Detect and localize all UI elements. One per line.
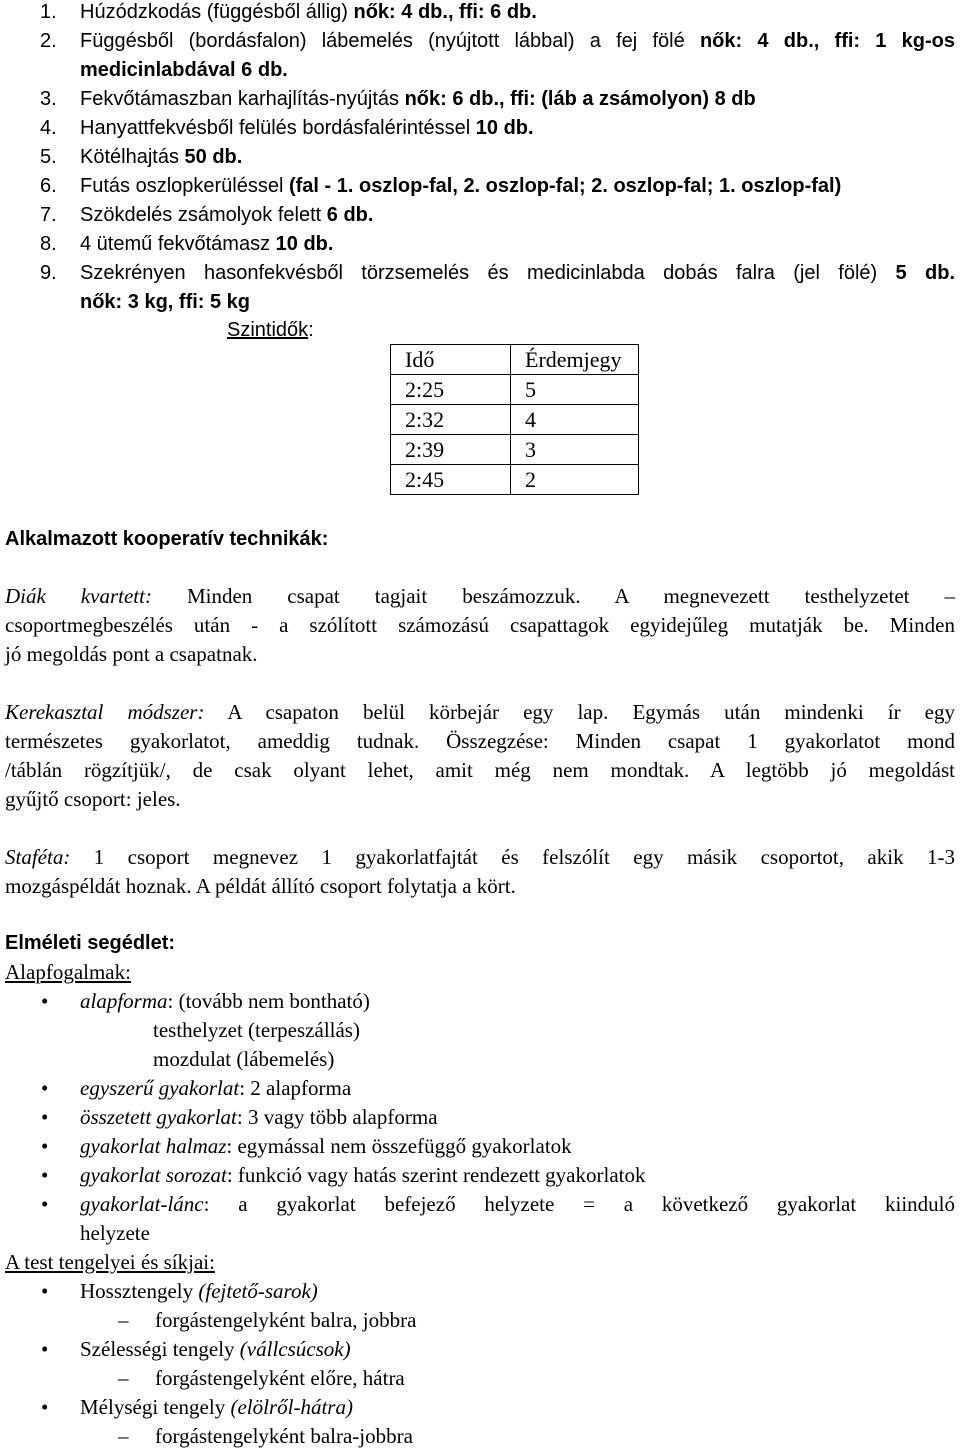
level-times-title: Szintidők: [227, 319, 314, 341]
bullet-icon: • [41, 989, 49, 1013]
table-cell: 2:39 [391, 435, 511, 465]
exercise-item: 8. 4 ütemű fekvőtámasz 10 db. [5, 230, 955, 259]
table-header-row [391, 345, 639, 375]
coop-heading: Alkalmazott kooperatív technikák: [5, 528, 329, 550]
bullet-icon: • [41, 1105, 49, 1129]
exercise-item: 3. Fekvőtámaszban karhajlítás-nyújtás nők: 6 db., ffi: (láb a zsámolyon) 8 db [5, 85, 955, 114]
table-cell: 2:45 [391, 465, 511, 495]
list-item: • gyakorlat sorozat: funkció vagy hatás szerint rendezett gyakorlatok [5, 1161, 955, 1190]
exercise-number: 5. [40, 146, 57, 168]
exercise-number: 2. [40, 30, 57, 52]
dash-icon: – [118, 1308, 129, 1332]
sub-item: – forgástengelyként előre, hátra [5, 1364, 955, 1393]
table-header-cell: Idő [391, 345, 511, 375]
table-row [391, 405, 639, 435]
bullet-icon: • [41, 1337, 49, 1361]
table-cell: 4 [511, 405, 639, 435]
table-cell: 2:25 [391, 375, 511, 405]
sub-item: – forgástengelyként balra, jobbra [5, 1306, 955, 1335]
basics-heading: Alapfogalmak: [5, 960, 131, 984]
axes-heading: A test tengelyei és síkjai: [5, 1250, 215, 1274]
table-row [391, 375, 639, 405]
table-cell: 2 [511, 465, 639, 495]
sub-item: – forgástengelyként balra-jobbra [5, 1422, 955, 1451]
method-name: Staféta: [5, 845, 71, 869]
list-item: • egyszerű gyakorlat: 2 alapforma [5, 1074, 955, 1103]
level-times-table [390, 344, 639, 495]
list-item: • Mélységi tengely (elölről-hátra) [5, 1393, 955, 1422]
list-item: • gyakorlat halmaz: egymással nem összefüggő gyakorlatok [5, 1132, 955, 1161]
exercise-item: 6. Futás oszlopkerüléssel (fal - 1. oszlop-fal, 2. oszlop-fal; 2. oszlop-fal; 1. oszlop-fal) [5, 172, 955, 201]
method-name: Diák kvartett: [5, 584, 152, 608]
exercise-number: 3. [40, 88, 57, 110]
list-item: • gyakorlat-lánc: a gyakorlat befejező helyzete = a következő gyakorlat kiinduló helyzete [41, 1192, 955, 1245]
list-item: • Szélességi tengely (vállcsúcsok) [5, 1335, 955, 1364]
exercise-item: 2. Függésből (bordásfalon) lábemelés (nyújtott lábbal) a fej fölé nők: 4 db., ffi: 1 kg-os medicinlabdával 6 db. [5, 27, 955, 85]
exercise-number: 9. [40, 262, 57, 284]
exercise-number: 4. [40, 117, 57, 139]
table-cell: 3 [511, 435, 639, 465]
list-item: • Hossztengely (fejtető-sarok) [5, 1277, 955, 1306]
bullet-icon: • [41, 1192, 49, 1216]
exercise-list [5, 0, 955, 317]
exercise-item: 7. Szökdelés zsámolyok felett 6 db. [5, 201, 955, 230]
method-paragraph: Diák kvartett: Minden csapat tagjait beszámozzuk. A megnevezett testhelyzetet – csoportmegbeszélés után - a szólított számozású csapattagok egyidejűleg mutatják be. Minden jó megoldás pont a csapatnak. [5, 584, 955, 666]
table-row [391, 435, 639, 465]
method-name: Kerekasztal módszer: [5, 700, 205, 724]
methods-section [5, 582, 955, 901]
table-header-cell: Érdemjegy [511, 345, 639, 375]
method-paragraph: Kerekasztal módszer: A csapaton belül körbejár egy lap. Egymás után mindenki ír egy természetes gyakorlatot, ameddig tudnak. Összegzése: Minden csapat 1 gyakorlatot mond /táblán rögzítjük/, de csak olyant lehet, amit még nem mondtak. A legtöbb jó megoldást gyűjtő csoport: jeles. [5, 700, 956, 811]
dash-icon: – [118, 1366, 129, 1390]
dash-icon: – [118, 1424, 129, 1448]
table-cell: 5 [511, 375, 639, 405]
exercise-item: 5. Kötélhajtás 50 db. [5, 143, 955, 172]
bullet-icon: • [41, 1395, 49, 1419]
list-item: • alapforma: (tovább nem bontható) [5, 987, 955, 1016]
list-item: • összetett gyakorlat: 3 vagy több alapforma [5, 1103, 955, 1132]
exercise-number: 1. [40, 1, 57, 23]
bullet-icon: • [41, 1134, 49, 1158]
exercise-number: 6. [40, 175, 57, 197]
bullet-icon: • [41, 1279, 49, 1303]
exercise-number: 8. [40, 233, 57, 255]
bullet-icon: • [41, 1163, 49, 1187]
table-row [391, 465, 639, 495]
theory-section: Elméleti segédlet: Alapfogalmak: • alapforma: (tovább nem bontható) testhelyzet (terpeszállás) mozdulat (lábemelés) • egyszerű gyakorlat: 2 alapforma • összetett gyakorlat: 3 vagy több alapforma • gyakorlat halmaz: egymással nem összefüggő gyakorlatok • gyakorlat sorozat: funkció vagy hatás szerint rendezett gyakorlatok • gyakorlat-lánc: a gyakorlat befejező helyzete = a következő gyakorlat kiinduló helyzete A test tengelyei és síkjai: • Hossztengely (fejtető-sarok) – forgástengelyként balra, jobbra • Szélességi tengely (vállcsúcsok) – forgástengelyként előre, hátra • Mélységi tengely (elölről-hátra) – forgástengelyként balra-jobbra [5, 929, 955, 1451]
table-cell: 2:32 [391, 405, 511, 435]
exercise-item: 1. Húzódzkodás (függésből állig) nők: 4 db., ffi: 6 db. [5, 0, 955, 27]
bullet-icon: • [41, 1076, 49, 1100]
exercise-number: 7. [40, 204, 57, 226]
method-paragraph: Staféta: 1 csoport megnevez 1 gyakorlatfajtát és felszólít egy másik csoportot, akik 1-3 mozgáspéldát hoznak. A példát állító csoport folytatja a kört. [5, 845, 955, 898]
theory-heading: Elméleti segédlet: [5, 932, 176, 954]
exercise-item: 9. Szekrényen hasonfekvésből törzsemelés és medicinlabda dobás falra (jel fölé) 5 db. nők: 3 kg, ffi: 5 kg [5, 259, 955, 317]
exercise-item: 4. Hanyattfekvésből felülés bordásfalérintéssel 10 db. [5, 114, 955, 143]
